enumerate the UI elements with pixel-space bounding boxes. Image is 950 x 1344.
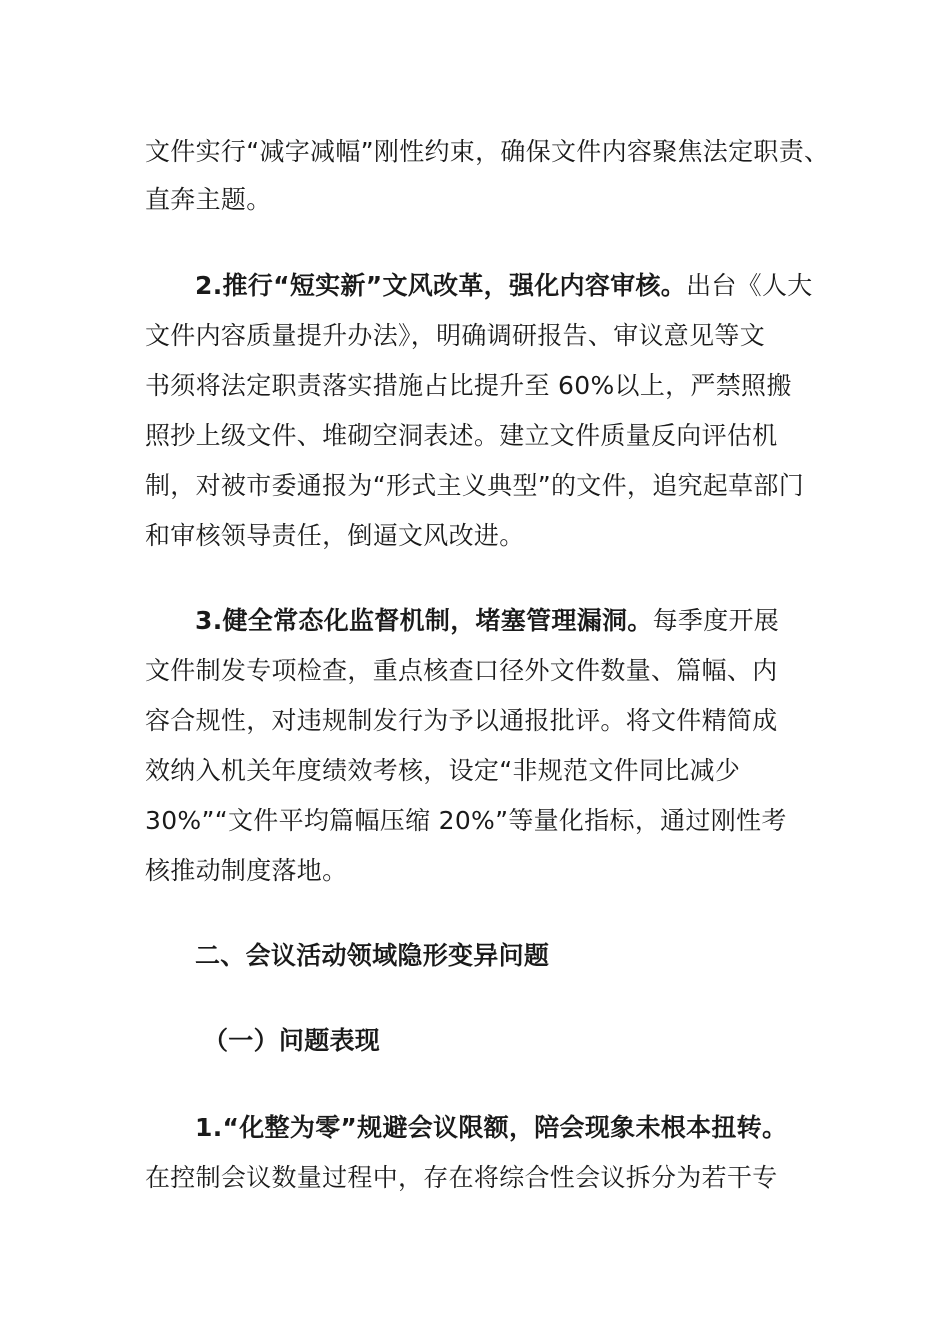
paragraph-line: 文件内容质量提升办法》，明确调研报告、审议意见等文 xyxy=(145,321,766,350)
paragraph-line: 效纳入机关年度绩效考核，设定“非规范文件同比减少 xyxy=(145,756,741,785)
paragraph-line: 在控制会议数量过程中，存在将综合性会议拆分为若干专 xyxy=(145,1163,778,1192)
subsection-heading: （一）问题表现 xyxy=(203,1026,381,1055)
paragraph-line: 30%”“文件平均篇幅压缩 20%”等量化指标，通过刚性考 xyxy=(145,806,787,835)
paragraph-line: 照抄上级文件、堆砌空洞表述。建立文件质量反向评估机 xyxy=(145,421,778,450)
section-heading: 二、会议活动领域隐形变异问题 xyxy=(195,941,550,970)
paragraph-text: 每季度开展 xyxy=(652,606,780,635)
paragraph-line: 文件制发专项检查，重点核查口径外文件数量、篇幅、内 xyxy=(145,656,778,685)
paragraph-text: 出台《人大 xyxy=(686,271,813,300)
paragraph-heading: 2.推行“短实新”文风改革，强化内容审核。 xyxy=(195,271,687,300)
paragraph-line: 制，对被市委通报为“形式主义典型”的文件，追究起草部门 xyxy=(145,471,805,500)
paragraph-first-line xyxy=(195,605,779,637)
paragraph-line: 直奔主题。 xyxy=(145,185,272,214)
paragraph-heading: 3.健全常态化监督机制，堵塞管理漏洞。 xyxy=(195,606,653,635)
paragraph-line: 文件实行“减字减幅”刚性约束，确保文件内容聚焦法定职责、 xyxy=(145,137,830,166)
paragraph-first-line xyxy=(195,270,813,302)
paragraph-line: 核推动制度落地。 xyxy=(145,856,348,885)
paragraph-line: 书须将法定职责落实措施占比提升至 60%以上，严禁照搬 xyxy=(145,371,792,400)
paragraph-line: 容合规性，对违规制发行为予以通报批评。将文件精简成 xyxy=(145,706,778,735)
paragraph-heading: 1.“化整为零”规避会议限额，陪会现象未根本扭转。 xyxy=(195,1113,788,1142)
paragraph-line: 和审核领导责任，倒逼文风改进。 xyxy=(145,521,525,550)
